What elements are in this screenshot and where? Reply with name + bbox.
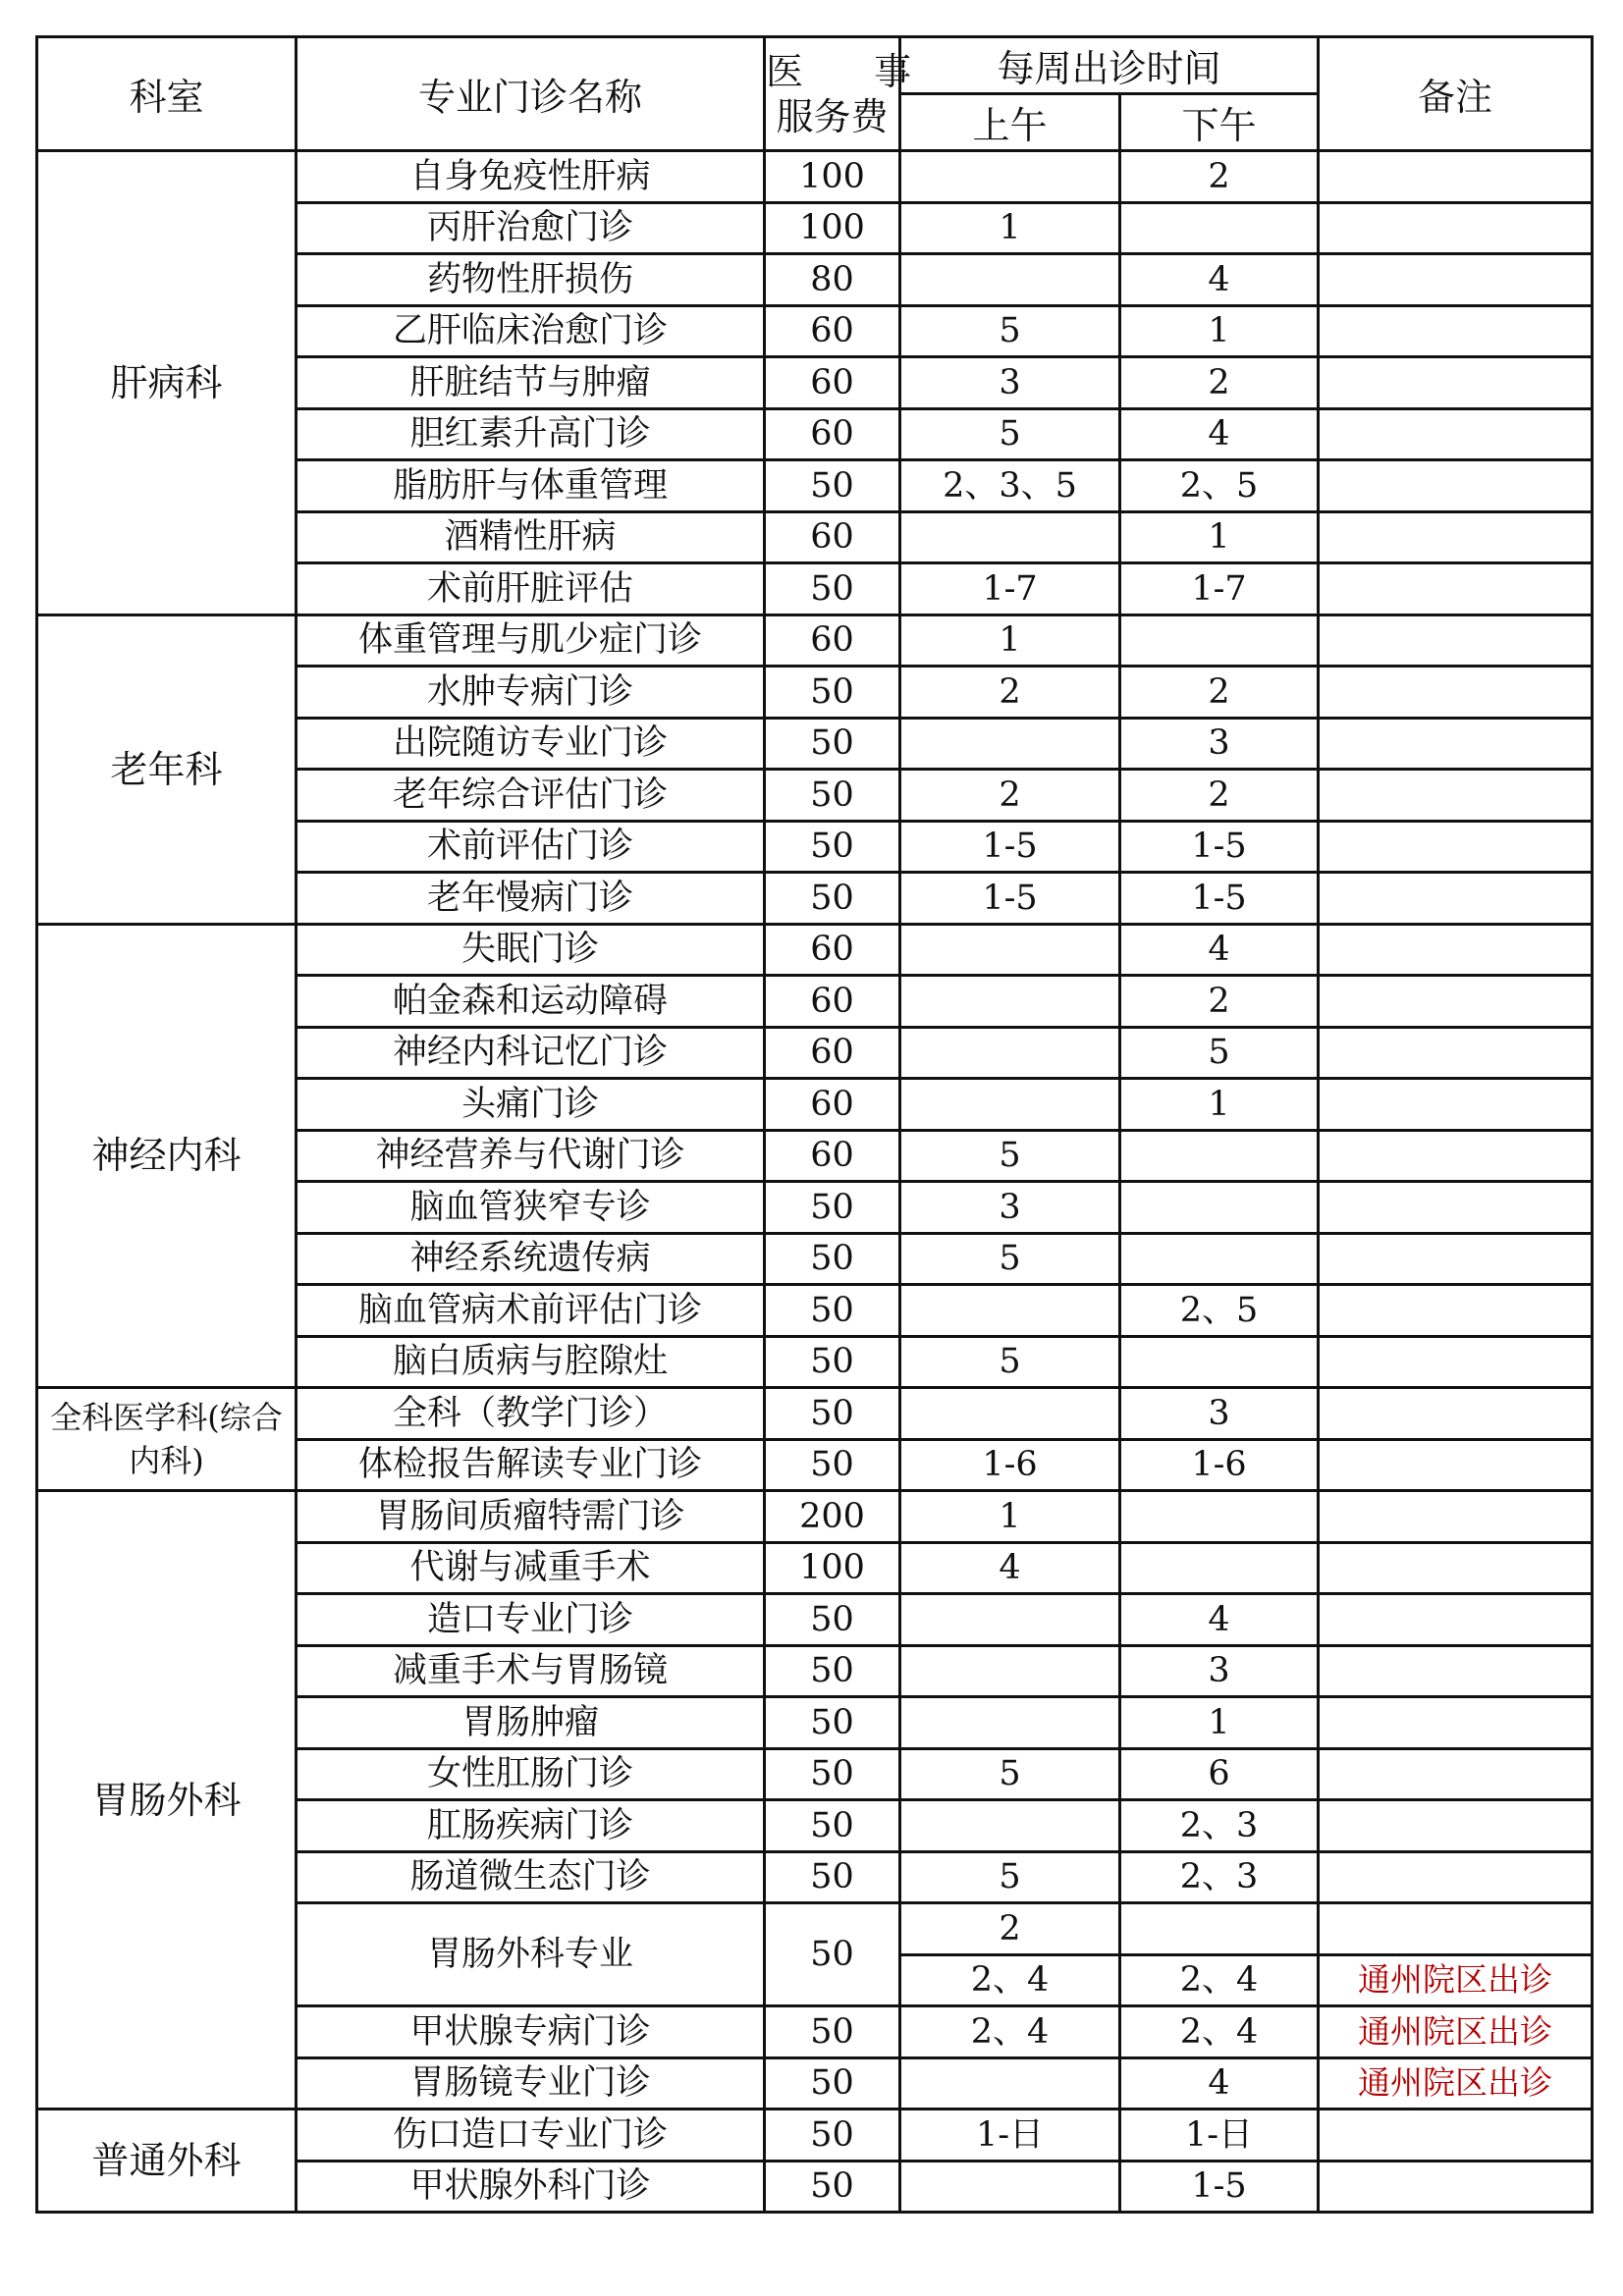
clinic-name-cell: 神经系统遗传病 <box>297 1233 765 1285</box>
clinic-name-cell: 胃肠镜专业门诊 <box>297 2057 765 2109</box>
fee-cell: 50 <box>765 770 900 822</box>
note-cell <box>1319 2109 1593 2162</box>
am-cell <box>900 718 1120 770</box>
am-cell: 2、4 <box>900 1954 1120 2006</box>
fee-cell: 50 <box>765 1645 900 1697</box>
department-cell: 胃肠外科 <box>37 1491 297 2109</box>
am-cell <box>900 1285 1120 1337</box>
fee-cell: 60 <box>765 305 900 357</box>
fee-cell: 50 <box>765 873 900 925</box>
am-cell <box>900 924 1120 976</box>
clinic-name-cell: 老年综合评估门诊 <box>297 770 765 822</box>
header-fee-line2: 服务费 <box>776 94 889 138</box>
clinic-name-cell: 自身免疫性肝病 <box>297 151 765 203</box>
am-cell <box>900 2057 1120 2109</box>
clinic-name-cell: 神经营养与代谢门诊 <box>297 1130 765 1182</box>
note-cell <box>1319 1388 1593 1440</box>
clinic-name-cell: 帕金森和运动障碍 <box>297 976 765 1028</box>
am-cell: 2 <box>900 667 1120 719</box>
table-row <box>37 1491 1593 1543</box>
note-cell <box>1319 1594 1593 1646</box>
pm-cell: 1-日 <box>1120 2109 1319 2162</box>
fee-cell: 50 <box>765 1903 900 2006</box>
am-cell: 2、4 <box>900 2006 1120 2058</box>
header-note: 备注 <box>1319 37 1593 151</box>
fee-cell: 50 <box>765 821 900 873</box>
note-cell <box>1319 718 1593 770</box>
note-cell <box>1319 976 1593 1028</box>
note-cell <box>1319 151 1593 203</box>
fee-cell: 50 <box>765 2109 900 2162</box>
pm-cell: 3 <box>1120 1388 1319 1440</box>
am-cell <box>900 1594 1120 1646</box>
fee-cell: 50 <box>765 460 900 512</box>
fee-cell: 60 <box>765 408 900 460</box>
note-cell <box>1319 1439 1593 1491</box>
table-row <box>37 1388 1593 1440</box>
fee-cell: 50 <box>765 1800 900 1852</box>
clinic-name-cell: 体重管理与肌少症门诊 <box>297 614 765 667</box>
pm-cell: 1-6 <box>1120 1439 1319 1491</box>
pm-cell: 2、5 <box>1120 1285 1319 1337</box>
fee-cell: 60 <box>765 1130 900 1182</box>
am-cell: 1-5 <box>900 873 1120 925</box>
clinic-name-cell: 减重手术与胃肠镜 <box>297 1645 765 1697</box>
clinic-name-cell: 女性肛肠门诊 <box>297 1748 765 1800</box>
clinic-name-cell: 丙肝治愈门诊 <box>297 202 765 254</box>
pm-cell: 4 <box>1120 1594 1319 1646</box>
am-cell <box>900 254 1120 306</box>
note-cell <box>1319 1903 1593 1955</box>
am-cell: 2、3、5 <box>900 460 1120 512</box>
clinic-name-cell: 酒精性肝病 <box>297 511 765 563</box>
pm-cell <box>1120 1182 1319 1234</box>
note-cell <box>1319 1491 1593 1543</box>
am-cell <box>900 1388 1120 1440</box>
am-cell <box>900 1645 1120 1697</box>
pm-cell: 4 <box>1120 924 1319 976</box>
fee-cell: 50 <box>765 563 900 615</box>
am-cell: 2 <box>900 1903 1120 1955</box>
note-cell <box>1319 614 1593 667</box>
fee-cell: 80 <box>765 254 900 306</box>
am-cell: 1-5 <box>900 821 1120 873</box>
fee-cell: 50 <box>765 1233 900 1285</box>
note-cell <box>1319 1851 1593 1903</box>
pm-cell <box>1120 1233 1319 1285</box>
note-cell <box>1319 924 1593 976</box>
am-cell: 5 <box>900 305 1120 357</box>
note-cell <box>1319 1027 1593 1079</box>
header-clinic: 专业门诊名称 <box>297 37 765 151</box>
clinic-name-cell: 脑血管狭窄专诊 <box>297 1182 765 1234</box>
clinic-name-cell: 失眠门诊 <box>297 924 765 976</box>
am-cell: 4 <box>900 1542 1120 1594</box>
pm-cell: 2 <box>1120 770 1319 822</box>
pm-cell <box>1120 1903 1319 1955</box>
am-cell <box>900 511 1120 563</box>
pm-cell: 2、3 <box>1120 1851 1319 1903</box>
clinic-name-cell: 造口专业门诊 <box>297 1594 765 1646</box>
note-cell <box>1319 1748 1593 1800</box>
note-cell <box>1319 1542 1593 1594</box>
pm-cell: 1-5 <box>1120 873 1319 925</box>
clinic-name-cell: 神经内科记忆门诊 <box>297 1027 765 1079</box>
note-cell <box>1319 254 1593 306</box>
note-cell: 通州院区出诊 <box>1319 1954 1593 2006</box>
note-cell <box>1319 563 1593 615</box>
am-cell: 1-日 <box>900 2109 1120 2162</box>
clinic-name-cell: 肝脏结节与肿瘤 <box>297 357 765 409</box>
am-cell <box>900 976 1120 1028</box>
pm-cell: 2 <box>1120 357 1319 409</box>
clinic-name-cell: 脑白质病与腔隙灶 <box>297 1336 765 1388</box>
department-cell: 普通外科 <box>37 2109 297 2213</box>
clinic-name-cell: 老年慢病门诊 <box>297 873 765 925</box>
pm-cell: 1 <box>1120 511 1319 563</box>
note-cell <box>1319 460 1593 512</box>
clinic-name-cell: 肛肠疾病门诊 <box>297 1800 765 1852</box>
fee-cell: 50 <box>765 1182 900 1234</box>
pm-cell: 2、3 <box>1120 1800 1319 1852</box>
table-row <box>37 924 1593 976</box>
pm-cell: 3 <box>1120 1645 1319 1697</box>
fee-cell: 60 <box>765 614 900 667</box>
am-cell <box>900 1800 1120 1852</box>
fee-cell: 60 <box>765 357 900 409</box>
clinic-name-cell: 脑血管病术前评估门诊 <box>297 1285 765 1337</box>
note-cell <box>1319 305 1593 357</box>
am-cell <box>900 1079 1120 1131</box>
header-weekly: 每周出诊时间 <box>900 37 1319 94</box>
clinic-name-cell: 甲状腺专病门诊 <box>297 2006 765 2058</box>
clinic-name-cell: 脂肪肝与体重管理 <box>297 460 765 512</box>
department-cell: 全科医学科(综合内科) <box>37 1388 297 1491</box>
am-cell: 1-6 <box>900 1439 1120 1491</box>
am-cell: 5 <box>900 1748 1120 1800</box>
note-cell <box>1319 357 1593 409</box>
pm-cell <box>1120 1336 1319 1388</box>
pm-cell: 2 <box>1120 667 1319 719</box>
note-cell <box>1319 408 1593 460</box>
table-header <box>37 37 1593 151</box>
clinic-name-cell: 代谢与减重手术 <box>297 1542 765 1594</box>
am-cell: 2 <box>900 770 1120 822</box>
fee-cell: 50 <box>765 1594 900 1646</box>
fee-cell: 50 <box>765 1851 900 1903</box>
note-cell <box>1319 1800 1593 1852</box>
am-cell: 1 <box>900 614 1120 667</box>
header-pm: 下午 <box>1120 94 1319 151</box>
fee-cell: 50 <box>765 718 900 770</box>
clinic-name-cell: 术前评估门诊 <box>297 821 765 873</box>
fee-cell: 200 <box>765 1491 900 1543</box>
pm-cell: 2、4 <box>1120 1954 1319 2006</box>
pm-cell: 3 <box>1120 718 1319 770</box>
note-cell <box>1319 1182 1593 1234</box>
clinic-name-cell: 头痛门诊 <box>297 1079 765 1131</box>
pm-cell: 2、4 <box>1120 2006 1319 2058</box>
clinic-name-cell: 体检报告解读专业门诊 <box>297 1439 765 1491</box>
note-cell <box>1319 821 1593 873</box>
am-cell: 1 <box>900 202 1120 254</box>
pm-cell: 2 <box>1120 976 1319 1028</box>
pm-cell: 5 <box>1120 1027 1319 1079</box>
table-row <box>37 2109 1593 2162</box>
am-cell <box>900 151 1120 203</box>
fee-cell: 50 <box>765 667 900 719</box>
clinic-name-cell: 全科（教学门诊） <box>297 1388 765 1440</box>
pm-cell <box>1120 614 1319 667</box>
pm-cell: 1-5 <box>1120 2161 1319 2213</box>
fee-cell: 50 <box>765 1388 900 1440</box>
fee-cell: 100 <box>765 151 900 203</box>
note-cell <box>1319 1233 1593 1285</box>
am-cell: 3 <box>900 1182 1120 1234</box>
am-cell: 3 <box>900 357 1120 409</box>
pm-cell: 2、5 <box>1120 460 1319 512</box>
clinic-name-cell: 水肿专病门诊 <box>297 667 765 719</box>
fee-cell: 50 <box>765 1748 900 1800</box>
pm-cell: 1 <box>1120 1697 1319 1749</box>
note-cell <box>1319 1130 1593 1182</box>
header-fee-line1: 医 事 <box>766 49 942 93</box>
fee-cell: 60 <box>765 511 900 563</box>
am-cell: 5 <box>900 1336 1120 1388</box>
note-cell <box>1319 2161 1593 2213</box>
clinic-name-cell: 肠道微生态门诊 <box>297 1851 765 1903</box>
am-cell: 5 <box>900 408 1120 460</box>
fee-cell: 60 <box>765 1027 900 1079</box>
fee-cell: 60 <box>765 924 900 976</box>
header-fee <box>765 37 942 151</box>
fee-cell: 50 <box>765 2161 900 2213</box>
fee-cell: 50 <box>765 1697 900 1749</box>
table-row <box>37 614 1593 667</box>
pm-cell: 1-5 <box>1120 821 1319 873</box>
am-cell: 1-7 <box>900 563 1120 615</box>
note-cell <box>1319 202 1593 254</box>
clinic-name-cell: 胃肠肿瘤 <box>297 1697 765 1749</box>
am-cell: 5 <box>900 1233 1120 1285</box>
pm-cell: 4 <box>1120 2057 1319 2109</box>
header-am: 上午 <box>900 94 1120 151</box>
pm-cell <box>1120 1130 1319 1182</box>
fee-cell: 60 <box>765 976 900 1028</box>
note-cell: 通州院区出诊 <box>1319 2006 1593 2058</box>
pm-cell: 4 <box>1120 408 1319 460</box>
note-cell: 通州院区出诊 <box>1319 2057 1593 2109</box>
clinic-name-cell: 伤口造口专业门诊 <box>297 2109 765 2162</box>
clinic-name-cell: 胆红素升高门诊 <box>297 408 765 460</box>
note-cell <box>1319 1285 1593 1337</box>
clinic-name-cell: 出院随访专业门诊 <box>297 718 765 770</box>
clinic-name-cell: 药物性肝损伤 <box>297 254 765 306</box>
note-cell <box>1319 1079 1593 1131</box>
department-cell: 肝病科 <box>37 151 297 615</box>
pm-cell: 1 <box>1120 305 1319 357</box>
department-cell: 老年科 <box>37 614 297 924</box>
pm-cell: 1-7 <box>1120 563 1319 615</box>
clinic-schedule-table <box>35 35 1594 2214</box>
am-cell <box>900 2161 1120 2213</box>
note-cell <box>1319 667 1593 719</box>
am-cell <box>900 1697 1120 1749</box>
note-cell <box>1319 873 1593 925</box>
pm-cell: 1 <box>1120 1079 1319 1131</box>
am-cell: 1 <box>900 1491 1120 1543</box>
fee-cell: 50 <box>765 1336 900 1388</box>
note-cell <box>1319 511 1593 563</box>
department-cell: 神经内科 <box>37 924 297 1388</box>
table-body <box>37 151 1593 2213</box>
fee-cell: 50 <box>765 2057 900 2109</box>
table-row <box>37 151 1593 203</box>
am-cell: 5 <box>900 1851 1120 1903</box>
header-dept: 科室 <box>37 37 297 151</box>
clinic-name-cell: 术前肝脏评估 <box>297 563 765 615</box>
fee-cell: 50 <box>765 2006 900 2058</box>
pm-cell: 4 <box>1120 254 1319 306</box>
fee-cell: 60 <box>765 1079 900 1131</box>
clinic-name-cell: 甲状腺外科门诊 <box>297 2161 765 2213</box>
pm-cell: 2 <box>1120 151 1319 203</box>
am-cell: 5 <box>900 1130 1120 1182</box>
pm-cell <box>1120 1542 1319 1594</box>
note-cell <box>1319 770 1593 822</box>
fee-cell: 100 <box>765 1542 900 1594</box>
pm-cell <box>1120 202 1319 254</box>
clinic-name-cell: 乙肝临床治愈门诊 <box>297 305 765 357</box>
fee-cell: 50 <box>765 1439 900 1491</box>
pm-cell <box>1120 1491 1319 1543</box>
clinic-name-cell: 胃肠间质瘤特需门诊 <box>297 1491 765 1543</box>
note-cell <box>1319 1336 1593 1388</box>
clinic-name-cell: 胃肠外科专业 <box>297 1903 765 2006</box>
note-cell <box>1319 1645 1593 1697</box>
note-cell <box>1319 1697 1593 1749</box>
am-cell <box>900 1027 1120 1079</box>
fee-cell: 100 <box>765 202 900 254</box>
pm-cell: 6 <box>1120 1748 1319 1800</box>
fee-cell: 50 <box>765 1285 900 1337</box>
